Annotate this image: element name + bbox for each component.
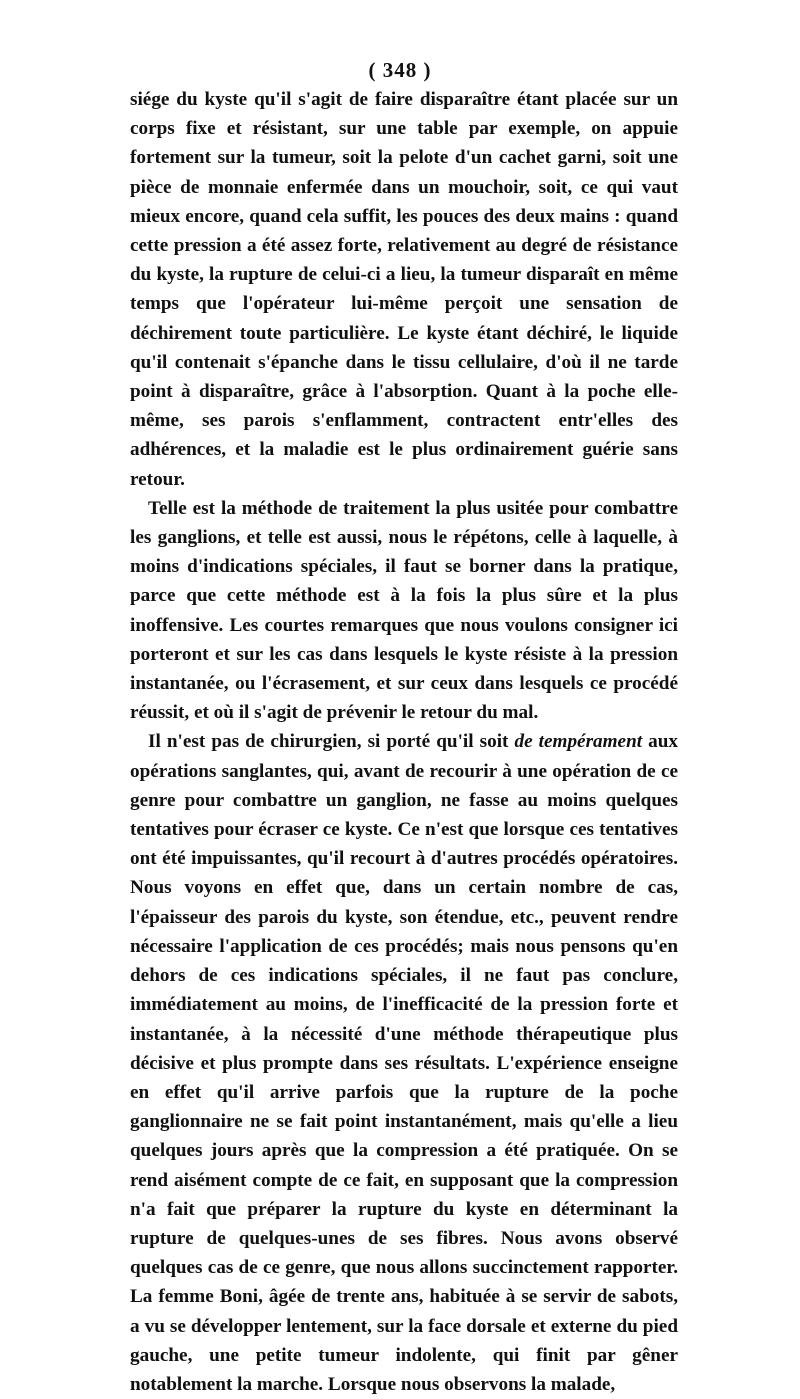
paragraph-2: Telle est la méthode de traitement la plus usitée pour combattre les ganglions, et telle est aussi, nous le répétons, celle à laquelle, à moins d'indications spéciales, il faut se borner dans la pratique, parce que cette méthode est à la fois la plus sûre et la plus inoffensive. Les courtes remarques que nous voulons consigner ici porteront et sur les cas dans lesquels le kyste résiste à la pression instantanée, ou l'écrasement, et sur ceux dans lesquels ce procédé réussit, et où il s'agit de prévenir le retour du mal. xyxy=(130,497,678,724)
paragraph-1: siége du kyste qu'il s'agit de faire disparaître étant placée sur un corps fixe et résistant, sur une table par exemple, on appuie fortement sur la tumeur, soit la pelote d'un cachet garni, soit une pièce de monnaie enfermée dans un mouchoir, soit, ce qui vaut mieux encore, quand cela suffit, les pouces des deux mains : quand cette pression a été assez forte, relativement au degré de résistance du kyste, la rupture de celui-ci a lieu, la tumeur disparaît en même temps que l'opérateur lui-même perçoit une sensation de déchirement toute particulière. Le kyste étant déchiré, le liquide qu'il contenait s'épanche dans le tissu cellulaire, d'où il ne tarde point à disparaître, grâce à l'absorption. Quant à la poche elle-même, ses parois s'enflamment, contractent entr'elles des adhérences, et la maladie est le plus ordinairement guérie sans retour. xyxy=(130,89,678,490)
paragraph-3-start: Il n'est pas de chirurgien, si porté qu'il soit xyxy=(148,731,515,753)
page-number: ( 348 ) xyxy=(368,58,432,82)
emphasis-text: de tempérament xyxy=(514,731,643,753)
paragraph-3 xyxy=(130,727,678,1399)
paragraph-3-rest: aux opérations sanglantes, qui, avant de recourir à une opération de ce genre pour combattre un ganglion, ne fasse au moins quelques tentatives pour écraser ce kyste. Ce n'est que lorsque ces tentatives ont été impuissantes, qu'il recourt à d'autres procédés opératoires. Nous voyons en effet que, dans un certain nombre de cas, l'épaisseur des parois du kyste, son étendue, etc., peuvent rendre nécessaire l'application de ces procédés; mais nous pensons qu'en dehors de ces indications spéciales, il ne faut pas conclure, immédiatement au moins, de l'inefficacité de la pression forte et instantanée, à la nécessité d'une méthode thérapeutique plus décisive et plus prompte dans ses résultats. L'expérience enseigne en effet qu'il arrive parfois que la rupture de la poche ganglionnaire ne se fait point instantanément, mais qu'elle a lieu quelques jours après que la compression a été pratiquée. On se rend aisément compte de ce fait, en supposant que la compression n'a fait que préparer la rupture du kyste en déterminant la rupture de quelques-unes de ses fibres. Nous avons observé quelques cas de ce genre, que nous allons succinctement rapporter. La femme Boni, âgée de trente ans, habituée à se servir de sabots, a vu se développer lentement, sur la face dorsale et externe du pied gauche, une petite tumeur indolente, qui finit par gêner notablement la marche. Lorsque nous observons la malade, xyxy=(130,731,679,1395)
body-text xyxy=(130,85,678,1399)
